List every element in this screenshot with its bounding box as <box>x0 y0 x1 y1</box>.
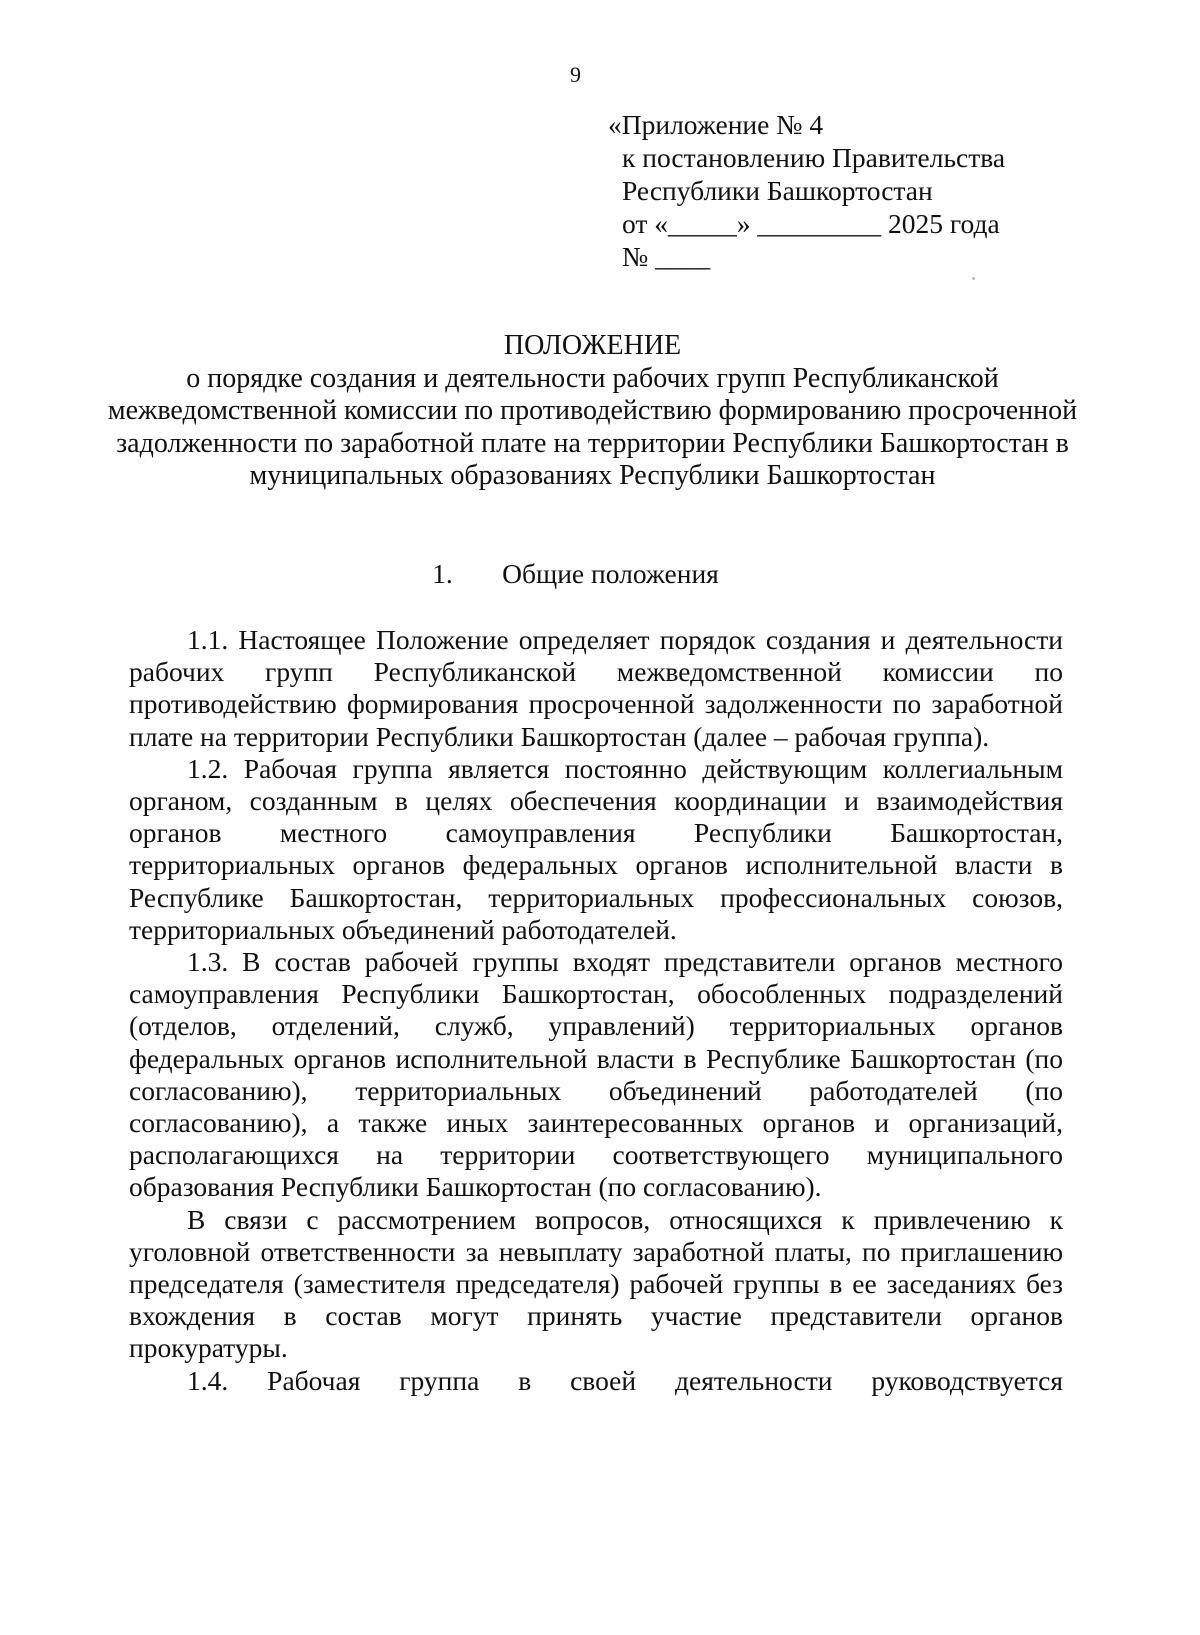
paragraph: 1.3. В состав рабочей группы входят представители органов местного самоуправления Республики Башкортостан, обособленных подразделений (отделов, отделений, служб, управлений) территориальных органов федеральных органов исполнительной власти в Республике Башкортостан (по согласованию), территориальных объединений работодателей (по согласованию), а также иных заинтересованных органов и организаций, располагающихся на территории соответствующего муниципального образования Республики Башкортостан (по согласованию). <box>129 946 1063 1203</box>
section-number: 1. <box>432 558 453 589</box>
paragraph: 1.2. Рабочая группа является постоянно действующим коллегиальным органом, созданным в целях обеспечения координации и взаимодействия органов местного самоуправления Республики Башкортостан, территориальных органов федеральных органов исполнительной власти в Республике Башкортостан, территориальных профессиональных союзов, территориальных объединений работодателей. <box>129 752 1063 945</box>
title-subtitle: о порядке создания и деятельности рабочих групп Республиканской межведомственной комиссии по противодействию формированию просроченной задолженности по заработной плате на территории Республики Башкортостан в муниципальных образованиях Республики Башкортостан <box>107 362 1078 491</box>
paragraph: 1.1. Настоящее Положение определяет порядок создания и деятельности рабочих групп Республиканской межведомственной комиссии по противодействию формирования просроченной задолженности по заработной плате на территории Республики Башкортостан (далее – рабочая группа). <box>129 624 1063 752</box>
appendix-line: Республики Башкортостан <box>622 175 933 206</box>
appendix-line: от «_____» _________ 2025 года <box>622 208 1000 239</box>
page-number: 9 <box>570 62 581 87</box>
document-title <box>100 330 1085 493</box>
title-heading: ПОЛОЖЕНИЕ <box>503 330 682 361</box>
section-heading <box>0 558 1151 590</box>
appendix-line: к постановлению Правительства <box>622 142 1006 173</box>
appendix-line: № ____ <box>622 241 711 272</box>
document-body <box>129 624 1063 1397</box>
section-title: Общие положения <box>502 558 719 589</box>
appendix-block <box>608 108 1005 273</box>
paragraph: 1.4. Рабочая группа в своей деятельности руководствуется <box>187 1364 1063 1396</box>
scan-speck <box>972 277 975 280</box>
paragraph: В связи с рассмотрением вопросов, относящихся к привлечению к уголовной ответственности за невыплату заработной платы, по приглашению председателя (заместителя председателя) рабочей группы в ее заседаниях без вхождения в состав могут принять участие представители органов прокуратуры. <box>129 1203 1063 1364</box>
appendix-line: «Приложение № 4 <box>608 109 824 140</box>
